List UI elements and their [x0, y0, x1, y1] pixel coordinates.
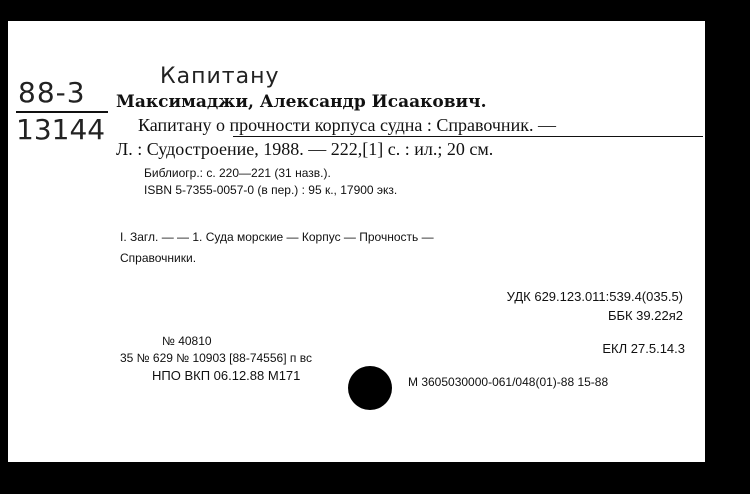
author-heading: Максимаджи, Александр Исаакович. [116, 92, 487, 112]
imprint-line: Л. : Судостроение, 1988. — 222,[1] с. : ил.; 20 см. [116, 139, 494, 159]
card-number: № 40810 [162, 334, 212, 348]
isbn-line: ISBN 5-7355-0057-0 (в пер.) : 95 к., 17900 экз. [144, 183, 398, 197]
bibliography-note: Библиогр.: с. 220—221 (31 назв.). [144, 166, 331, 180]
handwritten-shelf-mark-top: 88-3 [18, 76, 86, 109]
bbk-code: ББК 39.22я2 [607, 308, 683, 323]
footer-line-2: 35 № 629 № 10903 [88-74556] п вс [120, 351, 312, 365]
footer-line-3: НПО ВКП 06.12.88 М171 [152, 368, 301, 383]
udk-code: УДК 629.123.011:539.4(035.5) [506, 289, 683, 304]
handwritten-shelf-mark-bottom: 13144 [16, 113, 106, 146]
catalog-card [8, 21, 705, 462]
handwritten-title-word: Капитану [160, 64, 280, 89]
punch-hole [348, 366, 392, 410]
title-line: Капитану о прочности корпуса судна : Справочник. — [138, 115, 556, 135]
subjects-line-1: I. Загл. — — 1. Суда морские — Корпус — Прочность — [120, 230, 434, 244]
ekl-code: ЕКЛ 27.5.14.3 [602, 341, 685, 356]
subjects-line-2: Справочники. [120, 251, 197, 265]
title-underline [233, 136, 703, 137]
footer-code: М 3605030000-061/048(01)-88 15-88 [408, 375, 609, 389]
